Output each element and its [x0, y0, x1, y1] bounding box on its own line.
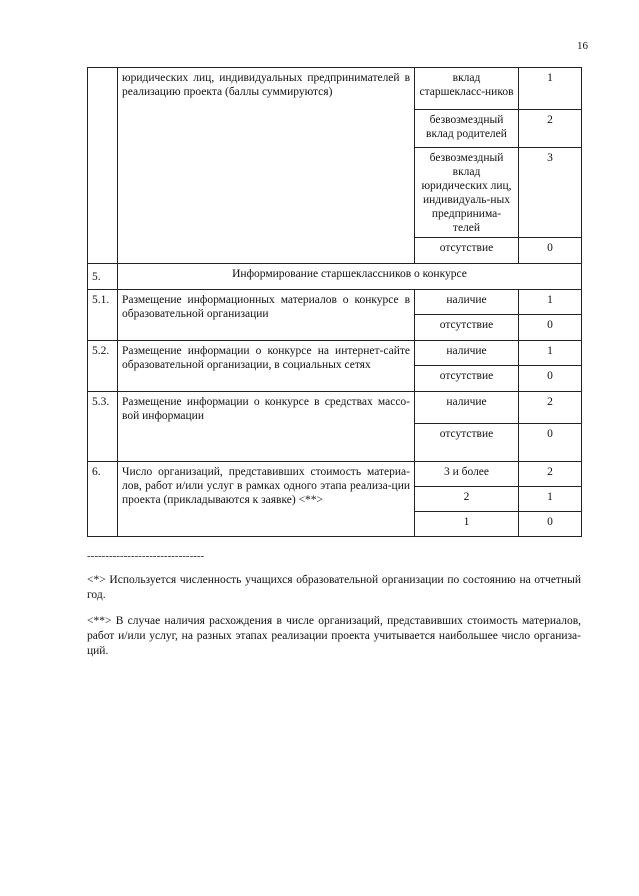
row-number: 5.1.	[88, 290, 118, 341]
option-label: 2	[415, 487, 519, 512]
option-score: 1	[519, 487, 582, 512]
option-label: отсутствие	[415, 424, 519, 462]
option-score: 3	[519, 148, 582, 238]
option-label: наличие	[415, 392, 519, 424]
row-number: 5.2.	[88, 341, 118, 392]
row-number-cell	[88, 68, 118, 264]
option-label: наличие	[415, 341, 519, 366]
page-number: 16	[577, 40, 588, 52]
criterion-description: Число организаций, представивших стоимость материа-лов, работ и/или услуг в рамках одного этапа реализа-ции проекта (прикладываются к заявке) <**>	[118, 462, 415, 537]
criterion-description: Размещение информации о конкурсе на интернет-сайте образовательной организации, в социальных сетях	[118, 341, 415, 392]
option-score: 2	[519, 462, 582, 487]
option-score: 0	[519, 315, 582, 341]
option-label: отсутствие	[415, 238, 519, 264]
table-row	[88, 264, 582, 290]
option-score: 0	[519, 238, 582, 264]
table-row	[88, 68, 582, 110]
section-title: Информирование старшеклассников о конкурсе	[118, 264, 582, 290]
table-row	[88, 341, 582, 366]
table-row	[88, 392, 582, 424]
row-number: 5.3.	[88, 392, 118, 462]
option-label: отсутствие	[415, 315, 519, 341]
option-score: 0	[519, 424, 582, 462]
footnote-separator: --------------------------------	[87, 550, 205, 562]
option-score: 2	[519, 392, 582, 424]
row-number: 5.	[88, 264, 118, 290]
criterion-description: Размещение информационных материалов о конкурсе в образовательной организации	[118, 290, 415, 341]
option-score: 2	[519, 110, 582, 148]
footnote-2: <**> В случае наличия расхождения в числе организаций, представивших стоимость материалов, работ и/или услуг, на разных этапах реализации проекта учитывается наибольшее число организа-ций.	[87, 615, 581, 657]
criterion-description: юридических лиц, индивидуальных предпринимателей в реализацию проекта (баллы суммируются)	[118, 68, 415, 264]
option-label: безвозмездный вклад родителей	[415, 110, 519, 148]
option-label: безвозмездный вклад юридических лиц, индивидуаль-ных предпринима-телей	[415, 148, 519, 238]
option-label: 1	[415, 512, 519, 537]
option-score: 1	[519, 341, 582, 366]
criterion-description: Размещение информации о конкурсе в средствах массо-вой информации	[118, 392, 415, 462]
table-row	[88, 290, 582, 315]
option-score: 0	[519, 366, 582, 392]
table-row	[88, 462, 582, 487]
option-label: отсутствие	[415, 366, 519, 392]
footnote-1: <*> Используется численность учащихся образовательной организации по состоянию на отчетный год.	[87, 574, 581, 601]
option-score: 0	[519, 512, 582, 537]
option-score: 1	[519, 290, 582, 315]
option-label: вклад старшекласс-ников	[415, 68, 519, 110]
criteria-table	[87, 67, 582, 537]
option-label: наличие	[415, 290, 519, 315]
option-label: 3 и более	[415, 462, 519, 487]
row-number: 6.	[88, 462, 118, 537]
option-score: 1	[519, 68, 582, 110]
